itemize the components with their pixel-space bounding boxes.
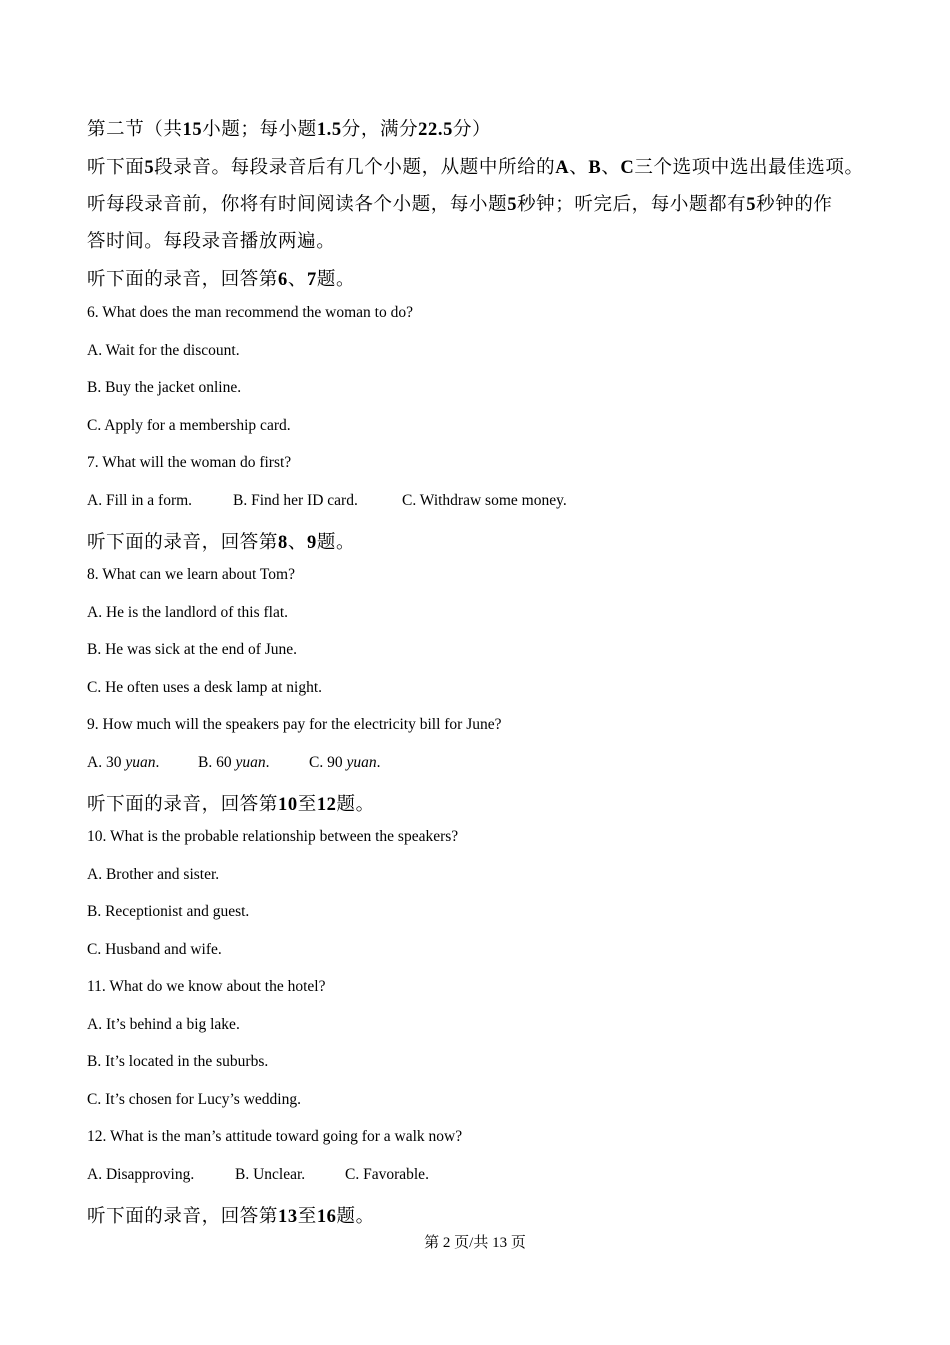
question-7-options	[87, 492, 567, 510]
question-11-option-a: A. It’s behind a big lake.	[87, 1016, 240, 1033]
question-10-option-a: A. Brother and sister.	[87, 866, 220, 883]
instr-letter: B	[588, 158, 602, 178]
group-num: 12	[316, 795, 337, 815]
option-number: B. 60	[198, 754, 236, 771]
group-num: 13	[278, 1207, 298, 1227]
group-num: 9	[306, 533, 317, 553]
option-number: C. 90	[309, 754, 347, 771]
question-8-option-b: B. He was sick at the end of June.	[87, 641, 298, 658]
question-10-option-c: C. Husband and wife.	[87, 941, 222, 958]
instr-text: 、	[569, 158, 589, 178]
question-9-option-b	[198, 754, 309, 772]
instr-num: 5	[746, 195, 757, 215]
page-footer: 第 2 页/共 13 页	[424, 1235, 526, 1251]
title-num: 1.5	[316, 120, 342, 140]
title-text: 分）	[452, 120, 492, 140]
group-heading-13-16	[87, 1202, 375, 1228]
instr-text: 秒钟的作	[756, 195, 833, 215]
question-12-option-b: B. Unclear.	[235, 1166, 306, 1183]
group-num: 7	[306, 270, 317, 290]
instr-num: 5	[507, 195, 518, 215]
group-text: 听下面的录音，回答第	[87, 533, 279, 553]
question-12-option-c: C. Favorable.	[345, 1166, 429, 1183]
group-num: 16	[316, 1207, 337, 1227]
question-11-option-c: C. It’s chosen for Lucy’s wedding.	[87, 1091, 301, 1108]
question-9-stem: 9. How much will the speakers pay for the electricity bill for June?	[87, 716, 502, 733]
instr-letter: C	[620, 158, 635, 178]
group-num: 8	[278, 533, 288, 553]
question-10-option-b: B. Receptionist and guest.	[87, 903, 250, 920]
question-12-options	[87, 1166, 429, 1184]
instr-text: 段录音。每段录音后有几个小题，从题中所给的	[154, 158, 556, 178]
group-num: 6	[278, 270, 288, 290]
group-text: 题。	[336, 795, 375, 815]
instr-letter: A	[555, 158, 570, 178]
instr-text: 三个选项中选出最佳选项。	[634, 158, 864, 178]
group-text: 听下面的录音，回答第	[87, 1207, 279, 1227]
group-heading-6-7	[87, 265, 355, 291]
instructions-line-2	[87, 190, 833, 216]
group-text: 、	[287, 270, 307, 290]
group-text: 至	[297, 1207, 317, 1227]
question-8-option-c: C. He often uses a desk lamp at night.	[87, 679, 323, 696]
question-8-option-a: A. He is the landlord of this flat.	[87, 604, 289, 621]
option-number: A. 30	[87, 754, 126, 771]
question-10-stem: 10. What is the probable relationship between the speakers?	[87, 828, 459, 845]
group-text: 至	[297, 795, 317, 815]
title-text: 第二节（共	[87, 120, 183, 140]
title-text: 分，满分	[341, 120, 419, 140]
title-num: 15	[182, 120, 203, 140]
question-6-option-c: C. Apply for a membership card.	[87, 417, 291, 434]
option-period: .	[155, 754, 160, 771]
group-text: 、	[287, 533, 307, 553]
group-text: 题。	[316, 533, 356, 553]
group-text: 听下面的录音，回答第	[87, 270, 279, 290]
question-6-stem: 6. What does the man recommend the woman to do?	[87, 304, 413, 321]
instructions-line-1	[87, 153, 864, 179]
question-9-option-c	[309, 754, 380, 772]
group-num: 10	[278, 795, 298, 815]
question-9-options	[87, 754, 380, 772]
title-text: 小题；每小题	[202, 120, 317, 140]
question-11-option-b: B. It’s located in the suburbs.	[87, 1053, 269, 1070]
group-text: 题。	[336, 1207, 375, 1227]
question-6-option-b: B. Buy the jacket online.	[87, 379, 242, 396]
instr-text: 、	[601, 158, 621, 178]
group-text: 听下面的录音，回答第	[87, 795, 279, 815]
option-period: .	[376, 754, 381, 771]
group-heading-10-12	[87, 790, 375, 816]
instr-text: 秒钟；听完后，每小题都有	[517, 195, 747, 215]
instr-text: 听下面	[87, 158, 145, 178]
section-title	[87, 115, 491, 141]
question-6-option-a: A. Wait for the discount.	[87, 342, 240, 359]
instructions-line-3: 答时间。每段录音播放两遍。	[87, 232, 336, 252]
group-text: 题。	[316, 270, 356, 290]
instr-num: 5	[144, 158, 155, 178]
question-12-option-a: A. Disapproving.	[87, 1166, 195, 1183]
title-num: 22.5	[418, 120, 453, 140]
question-7-option-a: A. Fill in a form.	[87, 492, 193, 509]
instr-text: 听每段录音前，你将有时间阅读各个小题，每小题	[87, 195, 508, 215]
group-heading-8-9	[87, 528, 355, 554]
option-unit: yuan	[346, 754, 377, 771]
question-7-stem: 7. What will the woman do first?	[87, 454, 292, 471]
question-7-option-b: B. Find her ID card.	[233, 492, 358, 509]
option-unit: yuan	[235, 754, 266, 771]
question-9-option-a	[87, 754, 198, 772]
question-12-stem: 12. What is the man’s attitude toward going for a walk now?	[87, 1128, 463, 1145]
question-8-stem: 8. What can we learn about Tom?	[87, 566, 295, 583]
option-unit: yuan	[125, 754, 156, 771]
question-11-stem: 11. What do we know about the hotel?	[87, 978, 326, 995]
option-period: .	[265, 754, 270, 771]
question-7-option-c: C. Withdraw some money.	[402, 492, 567, 509]
